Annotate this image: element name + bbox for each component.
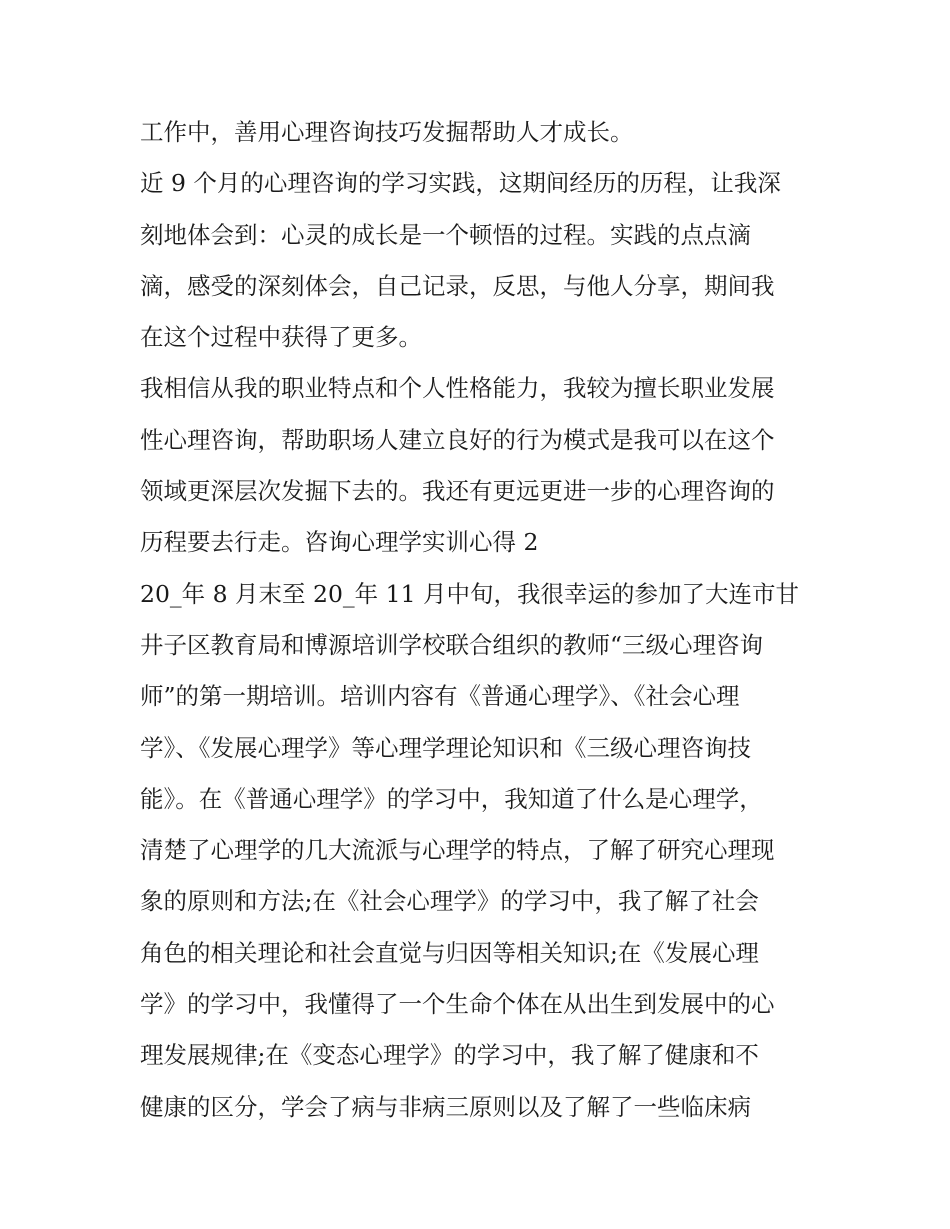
text-line: 领域更深层次发掘下去的。我还有更远更进一步的心理咨询的 (140, 477, 775, 506)
text-line: 井子区教育局和博源培训学校联合组织的教师“三级心理咨询 (140, 630, 764, 659)
text-line: 刻地体会到：心灵的成长是一个顿悟的过程。实践的点点滴 (140, 220, 751, 249)
text-line: 学》、《发展心理学》等心理学理论知识和《三级心理咨询技 (140, 733, 751, 762)
text-line: 象的原则和方法;在《社会心理学》的学习中，我了解了社会 (140, 887, 759, 916)
body-text (140, 107, 820, 1133)
text-line: 在这个过程中获得了更多。 (140, 323, 422, 352)
text-line: 近 9 个月的心理咨询的学习实践，这期间经历的历程，让我深 (140, 169, 781, 198)
text-line: 能》。在《普通心理学》的学习中，我知道了什么是心理学， (140, 784, 763, 813)
text-line: 健康的区分，学会了病与非病三原则以及了解了一些临床病 (140, 1092, 751, 1121)
text-line: 性心理咨询，帮助职场人建立良好的行为模式是我可以在这个 (140, 425, 775, 454)
text-line: 师”的第一期培训。培训内容有《普通心理学》、《社会心理 (140, 682, 740, 711)
text-line: 学》的学习中，我懂得了一个生命个体在从出生到发展中的心 (140, 990, 775, 1019)
text-line: 角色的相关理论和社会直觉与归因等相关知识;在《发展心理 (140, 938, 759, 967)
text-line: 滴，感受的深刻体会，自己记录，反思，与他人分享，期间我 (140, 271, 775, 300)
text-line: 20_年 8 月末至 20_年 11 月中旬，我很幸运的参加了大连市甘 (140, 579, 800, 608)
text-line: 工作中，善用心理咨询技巧发掘帮助人才成长。 (140, 118, 634, 146)
text-line: 我相信从我的职业特点和个人性格能力，我较为擅长职业发展 (140, 374, 775, 403)
text-line: 历程要去行走。咨询心理学实训心得 2 (140, 528, 539, 557)
text-line: 理发展规律;在《变态心理学》的学习中，我了解了健康和不 (140, 1041, 759, 1070)
text-line: 清楚了心理学的几大流派与心理学的特点，了解了研究心理现 (140, 836, 775, 865)
